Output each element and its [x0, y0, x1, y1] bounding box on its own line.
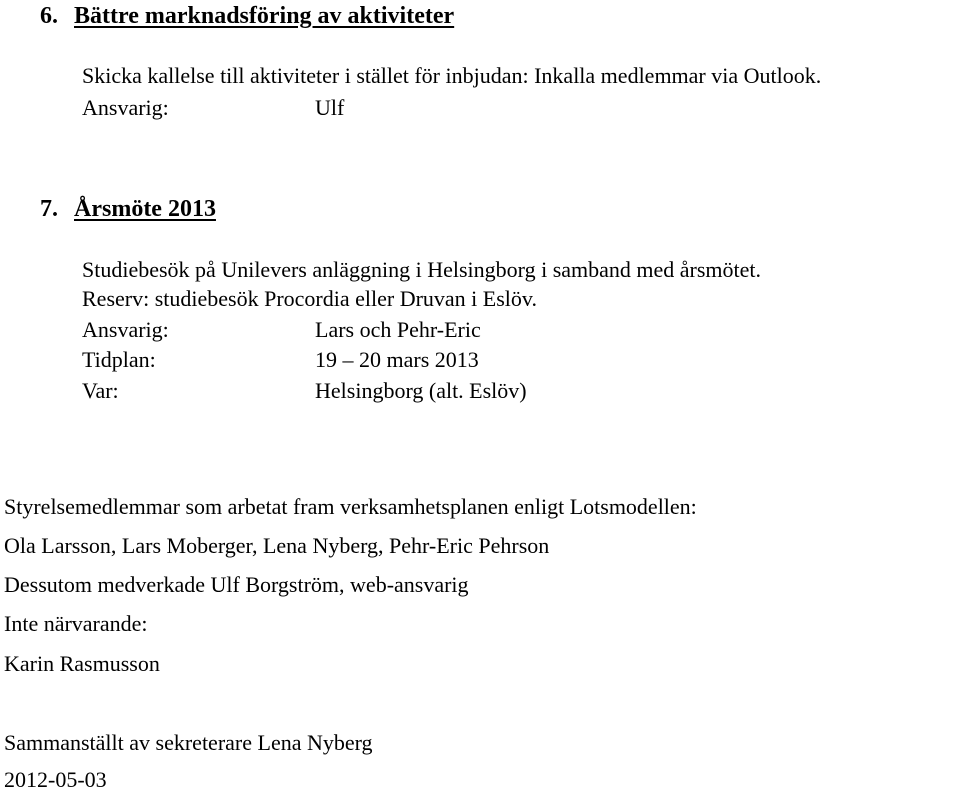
absent-names: Karin Rasmusson: [4, 651, 160, 676]
section-7-heading: [40, 195, 216, 223]
section-7-responsible-label: Ansvarig:: [82, 317, 169, 342]
compiled-by: Sammanställt av sekreterare Lena Nyberg: [4, 730, 373, 755]
document-date: 2012-05-03: [4, 767, 107, 792]
also-contributed: Dessutom medverkade Ulf Borgström, web-ansvarig: [4, 572, 469, 597]
section-7-schedule-label: Tidplan:: [82, 347, 156, 372]
section-7-body-line-1: Studiebesök på Unilevers anläggning i Helsingborg i samband med årsmötet.: [82, 257, 762, 282]
section-7-title: Årsmöte 2013: [74, 196, 216, 222]
section-6-title: Bättre marknadsföring av aktiviteter: [74, 3, 455, 29]
section-6-heading: [40, 2, 454, 30]
board-intro: Styrelsemedlemmar som arbetat fram verksamhetsplanen enligt Lotsmodellen:: [4, 494, 697, 519]
section-7-number: 7.: [40, 196, 58, 222]
section-7-location-label: Var:: [82, 378, 119, 403]
section-7-location-value: Helsingborg (alt. Eslöv): [315, 378, 527, 403]
section-6-responsible-value: Ulf: [315, 95, 345, 120]
section-7-schedule-value: 19 – 20 mars 2013: [315, 347, 479, 372]
board-members: Ola Larsson, Lars Moberger, Lena Nyberg, Pehr-Eric Pehrson: [4, 533, 550, 558]
absent-label: Inte närvarande:: [4, 611, 148, 636]
section-6-number: 6.: [40, 3, 58, 29]
section-6-body: Skicka kallelse till aktiviteter i stället för inbjudan: Inkalla medlemmar via Outlook.: [82, 63, 822, 88]
section-6-responsible-label: Ansvarig:: [82, 95, 169, 120]
section-7-body-line-2: Reserv: studiebesök Procordia eller Druvan i Eslöv.: [82, 286, 537, 311]
section-7-responsible-value: Lars och Pehr-Eric: [315, 317, 481, 342]
